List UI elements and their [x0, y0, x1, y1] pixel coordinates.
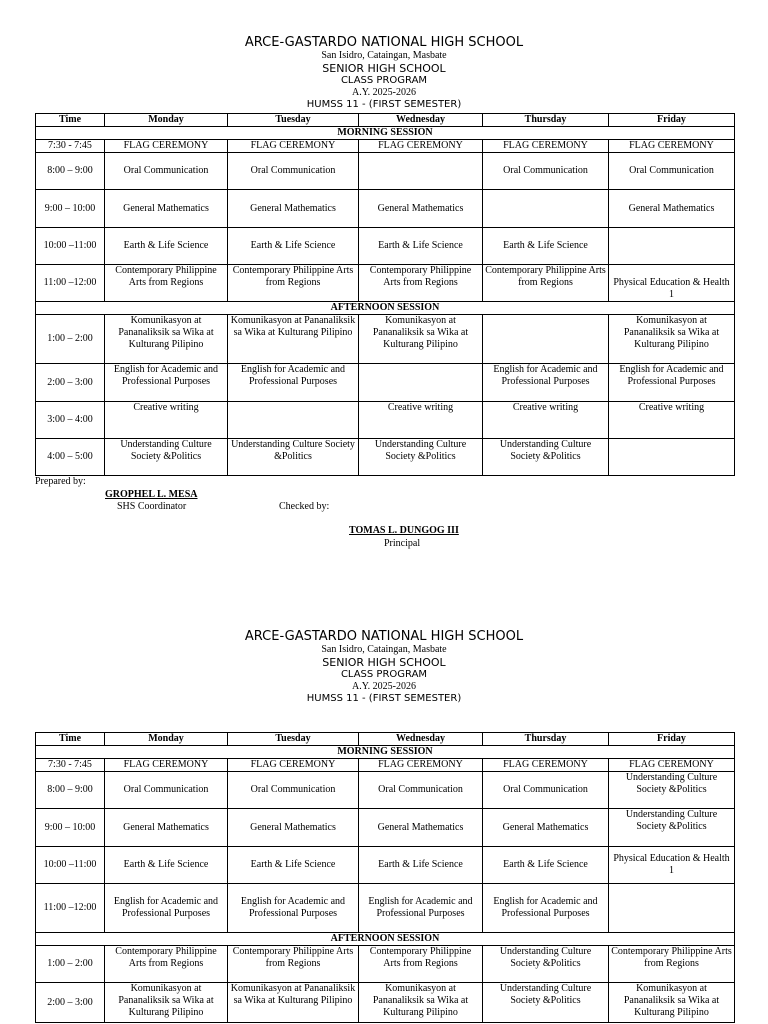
schedule-cell: Earth & Life Science	[359, 847, 483, 884]
schedule-cell: General Mathematics	[483, 809, 609, 847]
schedule-cell	[359, 364, 483, 402]
schedule-cell: Komunikasyon at Pananaliksik sa Wika at Kulturang Pilipino	[228, 315, 359, 364]
schedule-cell: FLAG CEREMONY	[609, 759, 735, 772]
schedule-cell: English for Academic and Professional Purposes	[228, 364, 359, 402]
column-header-time: Time	[36, 114, 105, 127]
school-level: SENIOR HIGH SCHOOL	[322, 656, 446, 669]
school-name: ARCE-GASTARDO NATIONAL HIGH SCHOOL	[244, 35, 524, 50]
table-row	[36, 228, 735, 265]
schedule-cell: General Mathematics	[359, 190, 483, 228]
column-header-monday: Monday	[105, 114, 228, 127]
table-header-row	[36, 733, 735, 746]
schedule-cell: Earth & Life Science	[228, 228, 359, 265]
column-header-tuesday: Tuesday	[228, 114, 359, 127]
schedule-cell	[609, 884, 735, 933]
time-cell: 9:00 – 10:00	[36, 809, 105, 847]
time-cell: 1:00 – 2:00	[36, 946, 105, 983]
schedule-cell: Contemporary Philippine Arts from Regions	[105, 946, 228, 983]
schedule-cell: Oral Communication	[483, 153, 609, 190]
schedule-header-2	[0, 629, 768, 705]
schedule-cell: General Mathematics	[105, 190, 228, 228]
school-name: ARCE-GASTARDO NATIONAL HIGH SCHOOL	[244, 629, 524, 644]
session-row	[36, 933, 735, 946]
time-cell: 9:00 – 10:00	[36, 190, 105, 228]
morning-session-label: MORNING SESSION	[36, 127, 735, 140]
table-row	[36, 946, 735, 983]
schedule-cell: English for Academic and Professional Purposes	[359, 884, 483, 933]
column-header-thursday: Thursday	[483, 733, 609, 746]
school-address: San Isidro, Cataingan, Masbate	[321, 644, 447, 655]
schedule-cell: Creative writing	[609, 402, 735, 439]
prepared-by-label: Prepared by:	[35, 476, 86, 487]
schedule-table-1	[35, 113, 735, 476]
schedule-cell	[228, 402, 359, 439]
table-row	[36, 265, 735, 302]
schedule-cell: English for Academic and Professional Purposes	[483, 364, 609, 402]
schedule-cell: English for Academic and Professional Purposes	[609, 364, 735, 402]
schedule-cell: Oral Communication	[105, 153, 228, 190]
schedule-cell: Physical Education & Health 1	[609, 847, 735, 884]
schedule-cell: General Mathematics	[359, 809, 483, 847]
schedule-cell: Komunikasyon at Pananaliksik sa Wika at Kulturang Pilipino	[609, 315, 735, 364]
schedule-cell: Understanding Culture Society &Politics	[483, 983, 609, 1023]
school-address: San Isidro, Cataingan, Masbate	[321, 50, 447, 61]
table-row	[36, 402, 735, 439]
time-cell: 10:00 –11:00	[36, 228, 105, 265]
column-header-time: Time	[36, 733, 105, 746]
school-level: SENIOR HIGH SCHOOL	[322, 62, 446, 75]
time-cell: 1:00 – 2:00	[36, 315, 105, 364]
time-cell: 7:30 - 7:45	[36, 759, 105, 772]
time-cell: 2:00 – 3:00	[36, 364, 105, 402]
preparer-name	[105, 489, 198, 501]
schedule-cell: FLAG CEREMONY	[609, 140, 735, 153]
schedule-cell: Oral Communication	[609, 153, 735, 190]
schedule-cell: Understanding Culture Society &Politics	[609, 772, 735, 809]
checker-name-text: TOMAS L. DUNGOG III	[349, 525, 459, 536]
checker-title: Principal	[384, 538, 421, 549]
schedule-cell: Komunikasyon at Pananaliksik sa Wika at Kulturang Pilipino	[359, 983, 483, 1023]
schedule-cell: FLAG CEREMONY	[359, 140, 483, 153]
column-header-friday: Friday	[609, 114, 735, 127]
table-row	[36, 315, 735, 364]
schedule-cell: Komunikasyon at Pananaliksik sa Wika at Kulturang Pilipino	[105, 983, 228, 1023]
schedule-cell: Contemporary Philippine Arts from Regions	[228, 265, 359, 302]
schedule-cell: Komunikasyon at Pananaliksik sa Wika at Kulturang Pilipino	[609, 983, 735, 1023]
column-header-monday: Monday	[105, 733, 228, 746]
column-header-thursday: Thursday	[483, 114, 609, 127]
schedule-cell	[609, 228, 735, 265]
schedule-cell: Contemporary Philippine Arts from Regions	[483, 265, 609, 302]
column-header-friday: Friday	[609, 733, 735, 746]
schedule-cell: FLAG CEREMONY	[105, 759, 228, 772]
schedule-cell: Oral Communication	[228, 772, 359, 809]
schedule-cell: Komunikasyon at Pananaliksik sa Wika at Kulturang Pilipino	[359, 315, 483, 364]
session-row	[36, 746, 735, 759]
schedule-cell	[359, 153, 483, 190]
table-row	[36, 772, 735, 809]
program-title: CLASS PROGRAM	[340, 75, 428, 86]
schedule-cell: FLAG CEREMONY	[228, 759, 359, 772]
afternoon-session-label: AFTERNOON SESSION	[36, 302, 735, 315]
time-cell: 11:00 –12:00	[36, 884, 105, 933]
schedule-cell: Contemporary Philippine Arts from Regions	[609, 946, 735, 983]
program-title: CLASS PROGRAM	[340, 669, 428, 680]
schedule-cell: Understanding Culture Society &Politics	[105, 439, 228, 476]
time-cell: 8:00 – 9:00	[36, 772, 105, 809]
schedule-cell: Oral Communication	[105, 772, 228, 809]
schedule-cell: English for Academic and Professional Purposes	[105, 884, 228, 933]
schedule-cell	[483, 315, 609, 364]
schedule-header-1	[0, 35, 768, 111]
column-header-tuesday: Tuesday	[228, 733, 359, 746]
schedule-table-2	[35, 732, 735, 1023]
preparer-title: SHS Coordinator	[117, 501, 187, 512]
section-title: HUMSS 11 - (FIRST SEMESTER)	[306, 693, 462, 704]
table-row	[36, 809, 735, 847]
schedule-cell: Komunikasyon at Pananaliksik sa Wika at Kulturang Pilipino	[105, 315, 228, 364]
schedule-cell: Contemporary Philippine Arts from Regions	[359, 946, 483, 983]
schedule-cell: FLAG CEREMONY	[483, 759, 609, 772]
time-cell: 10:00 –11:00	[36, 847, 105, 884]
time-cell: 4:00 – 5:00	[36, 439, 105, 476]
table-header-row	[36, 114, 735, 127]
checked-by-label: Checked by:	[279, 501, 330, 512]
column-header-wednesday: Wednesday	[359, 733, 483, 746]
schedule-cell: English for Academic and Professional Purposes	[105, 364, 228, 402]
time-cell: 2:00 – 3:00	[36, 983, 105, 1023]
schedule-cell: Creative writing	[359, 402, 483, 439]
schedule-cell: Oral Communication	[359, 772, 483, 809]
table-row	[36, 983, 735, 1023]
table-row	[36, 759, 735, 772]
schedule-cell: Physical Education & Health 1	[609, 265, 735, 302]
schedule-cell: General Mathematics	[228, 190, 359, 228]
academic-year: A.Y. 2025-2026	[352, 681, 416, 692]
schedule-cell: General Mathematics	[105, 809, 228, 847]
schedule-cell: English for Academic and Professional Purposes	[228, 884, 359, 933]
table-row	[36, 140, 735, 153]
schedule-cell: Oral Communication	[483, 772, 609, 809]
column-header-wednesday: Wednesday	[359, 114, 483, 127]
session-row	[36, 302, 735, 315]
section-title: HUMSS 11 - (FIRST SEMESTER)	[306, 99, 462, 110]
afternoon-session-label: AFTERNOON SESSION	[36, 933, 735, 946]
table-row	[36, 153, 735, 190]
schedule-cell: Creative writing	[483, 402, 609, 439]
morning-session-label: MORNING SESSION	[36, 746, 735, 759]
schedule-cell: Komunikasyon at Pananaliksik sa Wika at Kulturang Pilipino	[228, 983, 359, 1023]
schedule-cell: FLAG CEREMONY	[228, 140, 359, 153]
table-row	[36, 439, 735, 476]
schedule-cell: Understanding Culture Society &Politics	[483, 439, 609, 476]
schedule-cell: Creative writing	[105, 402, 228, 439]
table-row	[36, 884, 735, 933]
schedule-cell: Contemporary Philippine Arts from Regions	[105, 265, 228, 302]
schedule-cell: Earth & Life Science	[483, 228, 609, 265]
table-row	[36, 190, 735, 228]
schedule-cell: Contemporary Philippine Arts from Regions	[228, 946, 359, 983]
preparer-name-text: GROPHEL L. MESA	[105, 489, 198, 500]
schedule-cell: English for Academic and Professional Purposes	[483, 884, 609, 933]
schedule-cell: Earth & Life Science	[228, 847, 359, 884]
schedule-cell: Oral Communication	[228, 153, 359, 190]
checker-name	[349, 525, 459, 537]
schedule-cell: FLAG CEREMONY	[483, 140, 609, 153]
schedule-cell: Understanding Culture Society &Politics	[359, 439, 483, 476]
schedule-cell: General Mathematics	[609, 190, 735, 228]
time-cell: 11:00 –12:00	[36, 265, 105, 302]
schedule-cell: Earth & Life Science	[105, 228, 228, 265]
schedule-cell	[483, 190, 609, 228]
schedule-cell: Contemporary Philippine Arts from Regions	[359, 265, 483, 302]
schedule-cell: Understanding Culture Society &Politics	[609, 809, 735, 847]
academic-year: A.Y. 2025-2026	[352, 87, 416, 98]
session-row	[36, 127, 735, 140]
schedule-cell: Earth & Life Science	[483, 847, 609, 884]
time-cell: 7:30 - 7:45	[36, 140, 105, 153]
schedule-cell: Earth & Life Science	[105, 847, 228, 884]
schedule-cell: FLAG CEREMONY	[359, 759, 483, 772]
schedule-cell: Earth & Life Science	[359, 228, 483, 265]
table-row	[36, 847, 735, 884]
schedule-cell: Understanding Culture Society &Politics	[483, 946, 609, 983]
schedule-cell: Understanding Culture Society &Politics	[228, 439, 359, 476]
time-cell: 3:00 – 4:00	[36, 402, 105, 439]
table-row	[36, 364, 735, 402]
time-cell: 8:00 – 9:00	[36, 153, 105, 190]
schedule-cell	[609, 439, 735, 476]
schedule-cell: FLAG CEREMONY	[105, 140, 228, 153]
schedule-cell: General Mathematics	[228, 809, 359, 847]
